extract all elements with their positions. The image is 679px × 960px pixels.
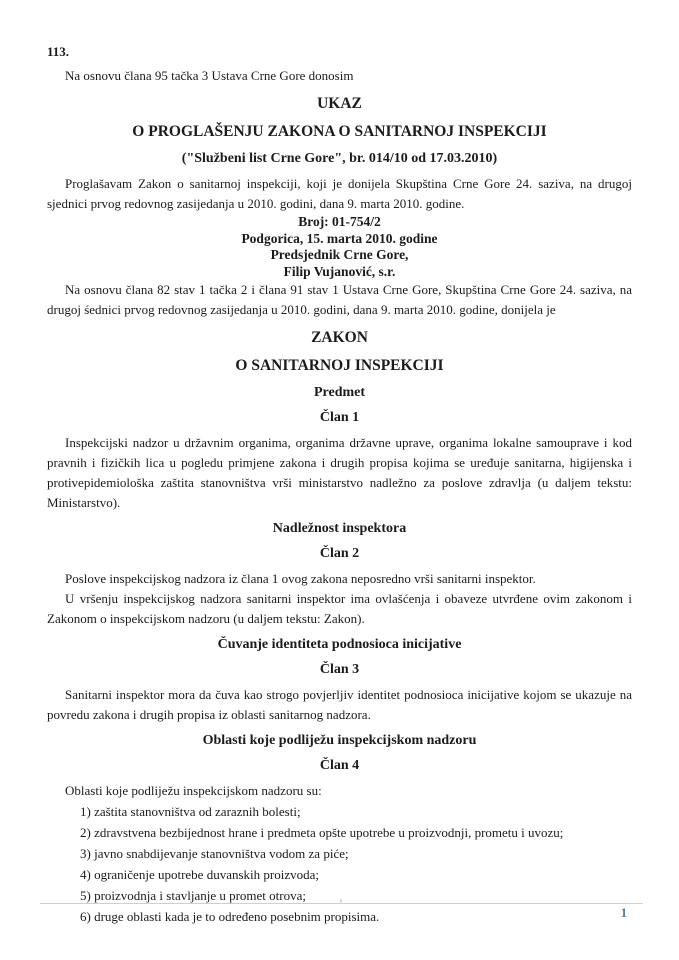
sub-heading: Predmet [313, 385, 366, 400]
paragraph: U vršenju inspekcijskog nadzora sanitarni inspektor ima ovlašćenja i obaveze utvrđene ovim zakonom i Zakonom o inspekcijskom nadzoru (u daljem tekstu: Zakon). [47, 591, 632, 626]
sub-heading: Član 2 [319, 546, 360, 561]
footer-center-tick [340, 899, 342, 904]
paragraph: Oblasti koje podliježu inspekcijskom nadzoru su: [65, 783, 322, 798]
main-heading: O SANITARNOJ INSPEKCIJI [235, 357, 444, 374]
sub-heading: Oblasti koje podliježu inspekcijskom nadzoru [202, 733, 477, 748]
sub-heading: Čuvanje identiteta podnosioca inicijative [217, 637, 462, 652]
centered-signature-line: Podgorica, 15. marta 2010. godine [241, 230, 438, 246]
list-item: 6) druge oblasti kada je to određeno posebnim propisima. [80, 909, 380, 924]
footer-divider [40, 903, 643, 904]
list-item: 2) zdravstvena bezbijednost hrane i predmeta opšte upotrebe u proizvodnji, prometu i uvozu; [80, 825, 564, 840]
list-item: 4) ograničenje upotrebe duvanskih proizvoda; [80, 867, 319, 882]
main-heading: UKAZ [317, 95, 362, 112]
list-item: 5) proizvodnja i stavljanje u promet otrova; [80, 888, 306, 903]
doc-number: 113. [47, 44, 70, 59]
paragraph: Sanitarni inspektor mora da čuva kao strogo povjerljiv identitet podnosioca inicijative kojom se ukazuje na povredu zakona i drugih propisa iz oblasti sanitarnog nadzora. [47, 687, 632, 722]
paragraph: Poslove inspekcijskog nadzora iz člana 1 ovog zakona neposredno vrši sanitarni inspektor. [65, 571, 536, 586]
sub-heading: Član 4 [319, 758, 360, 773]
sub-heading: Član 3 [319, 662, 360, 677]
centered-signature-line: Filip Vujanović, s.r. [283, 263, 396, 279]
main-heading: O PROGLAŠENJU ZAKONA O SANITARNOJ INSPEKCIJI [132, 123, 547, 140]
sub-heading: ("Službeni list Crne Gore", br. 014/10 od 17.03.2010) [181, 151, 498, 166]
paragraph: Na osnovu člana 82 stav 1 tačka 2 i člana 91 stav 1 Ustava Crne Gore, Skupština Crne Gore 24. saziva, na drugoj śednici prvog redovnog zasijedanja u 2010. godini, dana 9. marta 2010. godine, donijela je [47, 282, 632, 317]
paragraph: Inspekcijski nadzor u državnim organima, organima državne uprave, organima lokalne samouprave i kod pravnih i fizičkih lica u pogledu primjene zakona i drugih propisa kojima se uređuje sanitarna, higijenska i protivepidemiološka zaštita stanovništva vrši ministarstvo nadležno za poslove zdravlja (u daljem tekstu: Ministarstvo). [47, 435, 632, 510]
sub-heading: Nadležnost inspektora [272, 521, 407, 536]
document-content [47, 42, 632, 927]
page-number: 1 [620, 906, 627, 920]
paragraph: Proglašavam Zakon o sanitarnoj inspekciji, koji je donijela Skupština Crne Gore 24. saziva, na drugoj sjednici prvog redovnog zasijedanja u 2010. godini, dana 9. marta 2010. godine. [47, 176, 632, 211]
centered-signature-line: Broj: 01-754/2 [298, 214, 381, 229]
list-item: 1) zaštita stanovništva od zaraznih bolesti; [80, 804, 301, 819]
sub-heading: Član 1 [319, 410, 360, 425]
list-item: 3) javno snabdijevanje stanovništva vodom za piće; [80, 846, 349, 861]
centered-signature-line: Predsjednik Crne Gore, [270, 247, 409, 262]
paragraph: Na osnovu člana 95 tačka 3 Ustava Crne Gore donosim [65, 68, 354, 83]
main-heading: ZAKON [311, 329, 368, 346]
